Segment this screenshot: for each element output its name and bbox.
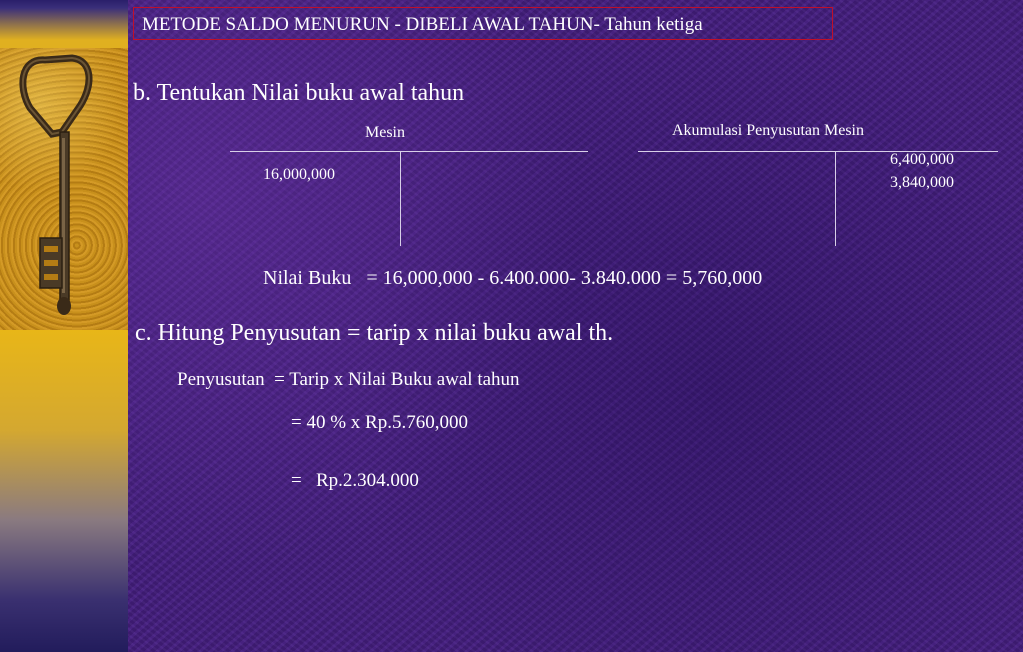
penyusutan-line-2: = 40 % x Rp.5.760,000 bbox=[291, 412, 468, 433]
nilai-buku-formula: Nilai Buku = 16,000,000 - 6.400.000- 3.840.000 = 5,760,000 bbox=[263, 267, 763, 289]
key-image bbox=[0, 48, 128, 330]
t-account-right-divider bbox=[835, 151, 836, 246]
t-account-left-topline bbox=[230, 151, 588, 152]
t-account-left-debit: 16,000,000 bbox=[263, 166, 335, 183]
penyusutan-result: = Rp.2.304.000 bbox=[291, 470, 419, 491]
t-account-left-divider bbox=[400, 151, 401, 246]
section-b-heading: b. Tentukan Nilai buku awal tahun bbox=[133, 80, 465, 106]
t-account-right-credit-2: 3,840,000 bbox=[890, 174, 954, 191]
t-account-left-name: Mesin bbox=[365, 124, 405, 141]
t-account-right-credit-1: 6,400,000 bbox=[890, 151, 954, 168]
penyusutan-line-1: Penyusutan = Tarip x Nilai Buku awal tahun bbox=[177, 369, 520, 390]
key-icon bbox=[0, 48, 128, 330]
slide-title: METODE SALDO MENURUN - DIBELI AWAL TAHUN- Tahun ketiga bbox=[133, 7, 833, 40]
section-c-heading: c. Hitung Penyusutan = tarip x nilai buku awal th. bbox=[135, 320, 614, 346]
t-account-right-name: Akumulasi Penyusutan Mesin bbox=[672, 122, 864, 139]
